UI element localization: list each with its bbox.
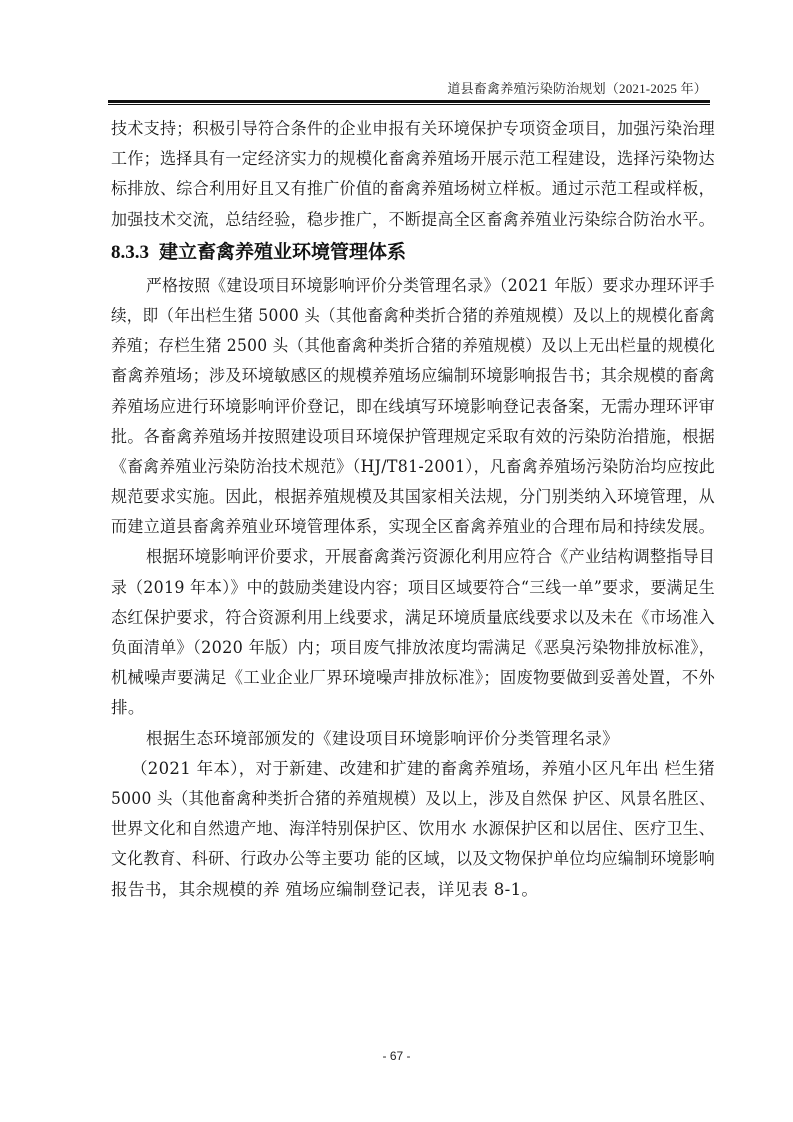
text-line: 养殖；存栏生猪 2500 头（其他畜禽种类折合猪的养殖规模）及以上无出栏量的规模化 [111, 336, 715, 356]
header-rule-thin [108, 104, 710, 105]
text-line: 工作；选择具有一定经济实力的规模化畜禽养殖场开展示范工程建设，选择污染物达 [111, 149, 715, 169]
text-line: 报告书，其余规模的养 殖场应编制登记表，详见表 8-1。 [111, 879, 539, 899]
text-line: 5000 头（其他畜禽种类折合猪的养殖规模）及以上，涉及自然保 护区、风景名胜区、 [111, 788, 715, 808]
header-rule-thick [108, 100, 710, 103]
text-line: 机械噪声要满足《工业企业厂界环境噪声排放标准》；固废物要做到妥善处置，不外 [111, 668, 715, 688]
text-line: 态红保护要求，符合资源利用上线要求，满足环境质量底线要求以及未在《市场准入 [111, 607, 715, 627]
text-line: 负面清单》（2020 年版）内；项目废气排放浓度均需满足《恶臭污染物排放标准》， [111, 638, 715, 657]
paragraph-eia-procedures [111, 271, 715, 543]
text-line: 畜禽养殖场；涉及环境敏感区的规模养殖场应编制环境影响报告书；其余规模的畜禽 [111, 366, 715, 386]
text-line: 世界文化和自然遗产地、海洋特别保护区、饮用水 水源保护区和以居住、医疗卫生、 [111, 819, 715, 839]
text-line: （2021 年本），对于新建、改建和扩建的畜禽养殖场，养殖小区凡年出 栏生猪 [131, 758, 715, 778]
text-line: 养殖场应进行环境影响评价登记，即在线填写环境影响登记表备案，无需办理环评审 [111, 396, 715, 416]
text-line: 技术支持；积极引导符合条件的企业申报有关环境保护专项资金项目，加强污染治理 [111, 119, 715, 138]
text-line: 文化教育、科研、行政办公等主要功 能的区域，以及文物保护单位均应编制环境影响 [111, 849, 715, 869]
page-number: - 67 - [382, 1049, 411, 1063]
paragraph-classification-catalog [111, 724, 715, 905]
text-line: 规范要求实施。因此，根据养殖规模及其国家相关法规，分门别类纳入环境管理，从 [111, 487, 715, 507]
text-line: 录（2019 年本）》中的鼓励类建设内容；项目区域要符合“三线一单”要求，要满足生 [111, 577, 715, 597]
text-line: 续，即（年出栏生猪 5000 头（其他畜禽种类折合猪的养殖规模）及以上的规模化畜禽 [111, 305, 715, 325]
section-title: 建立畜禽养殖业环境管理体系 [159, 240, 407, 263]
text-line: 批。各畜禽养殖场并按照建设项目环境保护管理规定采取有效的污染防治措施，根据 [111, 426, 715, 446]
text-line: 加强技术交流，总结经验，稳步推广，不断提高全区畜禽养殖业污染综合防治水平。 [111, 209, 715, 229]
page-body [111, 114, 715, 905]
text-line: 标排放、综合利用好且又有推广价值的畜禽养殖场树立样板。通过示范工程或样板， [111, 179, 715, 199]
header-divider [108, 100, 710, 106]
paragraph-eia-requirements [111, 542, 715, 723]
text-line: 排。 [111, 698, 145, 718]
paragraph-demonstration [111, 114, 715, 235]
running-header: 道县畜禽养殖污染防治规划（2021-2025 年） [447, 81, 707, 96]
text-line: 根据生态环境部颁发的《建设项目环境影响评价分类管理名录》 [146, 728, 620, 748]
text-line: 严格按照《建设项目环境影响评价分类管理名录》（2021 年版）要求办理环评手 [146, 275, 715, 295]
text-line: 根据环境影响评价要求，开展畜禽粪污资源化利用应符合《产业结构调整指导目 [146, 547, 715, 567]
text-line: 而建立道县畜禽养殖业环境管理体系，实现全区畜禽养殖业的合理布局和持续发展。 [111, 517, 715, 537]
section-number: 8.3.3 [111, 241, 149, 263]
text-line: 《畜禽养殖业污染防治技术规范》（HJ/T81-2001），凡畜禽养殖场污染防治均应按此 [111, 456, 715, 476]
section-heading [111, 235, 715, 269]
